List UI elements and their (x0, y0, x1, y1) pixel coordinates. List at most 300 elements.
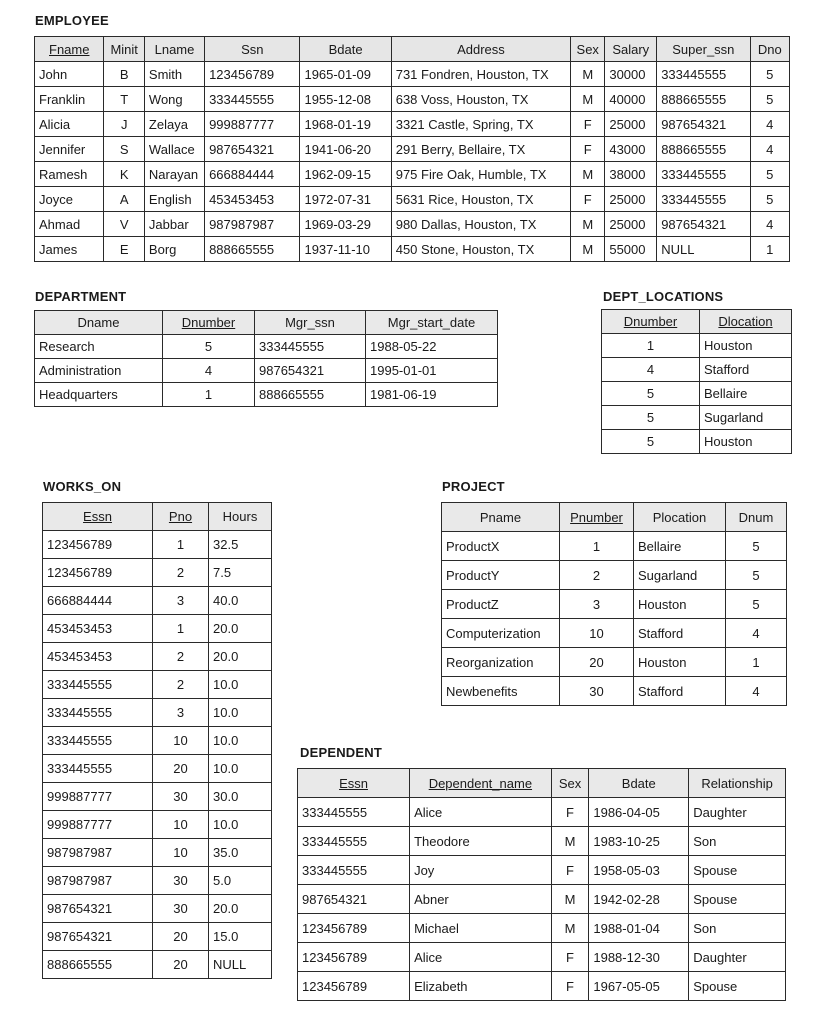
table-cell: 5 (602, 430, 700, 454)
dependent-table (297, 768, 786, 1001)
table-cell: 1941-06-20 (300, 137, 391, 162)
table-cell: ProductZ (442, 590, 560, 619)
table-cell: 333445555 (43, 727, 153, 755)
table-cell: 30 (560, 677, 634, 706)
table-cell: 1972-07-31 (300, 187, 391, 212)
table-cell: 5 (602, 406, 700, 430)
table-cell: 888665555 (255, 383, 366, 407)
table-cell: 1 (163, 383, 255, 407)
column-header: Ssn (205, 37, 300, 62)
table-cell: 4 (750, 137, 789, 162)
table-cell: Sugarland (700, 406, 792, 430)
table-cell: 10 (153, 727, 209, 755)
table-cell: 20.0 (209, 895, 272, 923)
table-cell: Michael (410, 914, 552, 943)
table-cell: 20 (153, 951, 209, 979)
table-cell: NULL (657, 237, 750, 262)
table-row (43, 587, 272, 615)
table-cell: Spouse (689, 885, 786, 914)
department-table (34, 310, 498, 407)
table-cell: 333445555 (43, 671, 153, 699)
table-cell: 1967-05-05 (589, 972, 689, 1001)
header-row (35, 311, 498, 335)
table-cell: 5 (750, 62, 789, 87)
table-cell: 123456789 (205, 62, 300, 87)
table-cell: 5.0 (209, 867, 272, 895)
table-cell: 30.0 (209, 783, 272, 811)
column-header: Dnum (726, 503, 787, 532)
table-cell: 1988-05-22 (366, 335, 498, 359)
table-cell: 2 (153, 643, 209, 671)
table-cell: 1 (726, 648, 787, 677)
table-row (35, 162, 790, 187)
table-cell: Stafford (700, 358, 792, 382)
column-header: Sex (571, 37, 605, 62)
table-row (35, 187, 790, 212)
table-cell: F (551, 798, 589, 827)
table-cell: 25000 (605, 187, 657, 212)
table-row (35, 212, 790, 237)
table-row (43, 951, 272, 979)
table-cell: 333445555 (657, 162, 750, 187)
table-cell: Theodore (410, 827, 552, 856)
table-row (298, 885, 786, 914)
table-cell: Headquarters (35, 383, 163, 407)
table-cell: 333445555 (205, 87, 300, 112)
table-cell: 5 (163, 335, 255, 359)
table-cell: 38000 (605, 162, 657, 187)
table-cell: 1958-05-03 (589, 856, 689, 885)
table-cell: 333445555 (298, 856, 410, 885)
table-cell: S (104, 137, 144, 162)
table-row (442, 561, 787, 590)
table-row (43, 531, 272, 559)
table-row (35, 383, 498, 407)
table-cell: 975 Fire Oak, Humble, TX (391, 162, 570, 187)
table-cell: 10.0 (209, 755, 272, 783)
table-row (43, 699, 272, 727)
table-cell: 5 (750, 162, 789, 187)
table-cell: Abner (410, 885, 552, 914)
table-cell: Stafford (634, 677, 726, 706)
table-row (43, 811, 272, 839)
table-cell: 333445555 (298, 827, 410, 856)
table-cell: A (104, 187, 144, 212)
table-cell: Franklin (35, 87, 104, 112)
table-row (298, 856, 786, 885)
column-header: Dnumber (163, 311, 255, 335)
table-cell: Sugarland (634, 561, 726, 590)
table-cell: ProductY (442, 561, 560, 590)
table-cell: 450 Stone, Houston, TX (391, 237, 570, 262)
project-title: PROJECT (442, 479, 505, 494)
table-cell: Houston (700, 334, 792, 358)
table-cell: 10.0 (209, 671, 272, 699)
table-cell: 4 (750, 112, 789, 137)
header-row (43, 503, 272, 531)
table-cell: Zelaya (144, 112, 204, 137)
table-row (43, 783, 272, 811)
table-cell: 987654321 (43, 895, 153, 923)
column-header: Address (391, 37, 570, 62)
table-cell: 10.0 (209, 811, 272, 839)
column-header: Super_ssn (657, 37, 750, 62)
table-row (43, 559, 272, 587)
column-header: Hours (209, 503, 272, 531)
table-cell: 1937-11-10 (300, 237, 391, 262)
table-cell: NULL (209, 951, 272, 979)
table-cell: 1981-06-19 (366, 383, 498, 407)
table-cell: 30 (153, 783, 209, 811)
table-cell: Borg (144, 237, 204, 262)
table-cell: 333445555 (657, 62, 750, 87)
table-cell: 666884444 (205, 162, 300, 187)
table-row (35, 359, 498, 383)
table-cell: Newbenefits (442, 677, 560, 706)
table-cell: 55000 (605, 237, 657, 262)
table-cell: 666884444 (43, 587, 153, 615)
header-row (35, 37, 790, 62)
table-cell: 5 (726, 561, 787, 590)
table-row (43, 671, 272, 699)
table-cell: 987654321 (255, 359, 366, 383)
table-cell: 25000 (605, 112, 657, 137)
table-cell: 1942-02-28 (589, 885, 689, 914)
table-cell: 638 Voss, Houston, TX (391, 87, 570, 112)
table-cell: 25000 (605, 212, 657, 237)
table-cell: 10 (560, 619, 634, 648)
table-cell: 1986-04-05 (589, 798, 689, 827)
table-cell: 333445555 (255, 335, 366, 359)
table-cell: 980 Dallas, Houston, TX (391, 212, 570, 237)
table-cell: 10 (153, 839, 209, 867)
table-cell: Son (689, 827, 786, 856)
column-header: Dno (750, 37, 789, 62)
table-cell: 1 (153, 615, 209, 643)
table-row (442, 648, 787, 677)
table-cell: 4 (726, 619, 787, 648)
table-cell: Administration (35, 359, 163, 383)
table-cell: 999887777 (43, 783, 153, 811)
table-cell: B (104, 62, 144, 87)
project-table (441, 502, 787, 706)
table-cell: 4 (163, 359, 255, 383)
table-cell: Son (689, 914, 786, 943)
table-cell: Wong (144, 87, 204, 112)
table-cell: Ahmad (35, 212, 104, 237)
table-cell: 5 (750, 187, 789, 212)
table-cell: F (571, 137, 605, 162)
table-row (43, 867, 272, 895)
table-cell: Research (35, 335, 163, 359)
table-cell: 1 (560, 532, 634, 561)
table-cell: ProductX (442, 532, 560, 561)
department-title: DEPARTMENT (35, 289, 127, 304)
table-cell: 1995-01-01 (366, 359, 498, 383)
table-cell: 3 (153, 699, 209, 727)
table-cell: 20 (153, 755, 209, 783)
table-cell: F (551, 943, 589, 972)
table-row (602, 406, 792, 430)
table-row (602, 430, 792, 454)
dependent-title: DEPENDENT (300, 745, 382, 760)
table-cell: 3 (560, 590, 634, 619)
table-cell: 1983-10-25 (589, 827, 689, 856)
table-cell: 888665555 (657, 87, 750, 112)
column-header: Bdate (300, 37, 391, 62)
table-cell: 987987987 (43, 839, 153, 867)
table-cell: 5631 Rice, Houston, TX (391, 187, 570, 212)
table-row (442, 677, 787, 706)
column-header: Pname (442, 503, 560, 532)
table-cell: Elizabeth (410, 972, 552, 1001)
table-cell: Narayan (144, 162, 204, 187)
table-cell: Houston (700, 430, 792, 454)
table-row (35, 137, 790, 162)
table-cell: 453453453 (43, 643, 153, 671)
table-cell: 888665555 (43, 951, 153, 979)
table-cell: 43000 (605, 137, 657, 162)
table-row (298, 827, 786, 856)
table-cell: 987987987 (43, 867, 153, 895)
table-cell: 291 Berry, Bellaire, TX (391, 137, 570, 162)
column-header: Mgr_ssn (255, 311, 366, 335)
table-cell: 20.0 (209, 643, 272, 671)
table-cell: 123456789 (298, 943, 410, 972)
works-on-title: WORKS_ON (43, 479, 122, 494)
table-cell: Smith (144, 62, 204, 87)
table-row (442, 619, 787, 648)
table-cell: 4 (750, 212, 789, 237)
table-cell: 10 (153, 811, 209, 839)
table-row (442, 532, 787, 561)
table-cell: Joy (410, 856, 552, 885)
table-cell: 1 (602, 334, 700, 358)
column-header: Dlocation (700, 310, 792, 334)
table-cell: Bellaire (700, 382, 792, 406)
table-cell: John (35, 62, 104, 87)
table-cell: 4 (602, 358, 700, 382)
table-cell: 123456789 (43, 559, 153, 587)
table-row (298, 914, 786, 943)
table-cell: V (104, 212, 144, 237)
table-cell: 35.0 (209, 839, 272, 867)
table-cell: 123456789 (298, 972, 410, 1001)
table-cell: Reorganization (442, 648, 560, 677)
column-header: Essn (298, 769, 410, 798)
table-cell: Alice (410, 943, 552, 972)
table-cell: 987654321 (657, 212, 750, 237)
dept-locations-title: DEPT_LOCATIONS (603, 289, 724, 304)
table-cell: Houston (634, 590, 726, 619)
employee-table (34, 36, 790, 262)
table-cell: F (571, 187, 605, 212)
table-cell: J (104, 112, 144, 137)
column-header: Lname (144, 37, 204, 62)
table-cell: 123456789 (298, 914, 410, 943)
table-cell: 1 (750, 237, 789, 262)
table-row (602, 334, 792, 358)
table-cell: 1962-09-15 (300, 162, 391, 187)
table-row (298, 943, 786, 972)
table-cell: E (104, 237, 144, 262)
table-cell: 1969-03-29 (300, 212, 391, 237)
column-header: Mgr_start_date (366, 311, 498, 335)
table-cell: 123456789 (43, 531, 153, 559)
table-cell: Joyce (35, 187, 104, 212)
table-cell: M (571, 237, 605, 262)
table-cell: 1988-01-04 (589, 914, 689, 943)
table-cell: 20.0 (209, 615, 272, 643)
table-cell: F (571, 112, 605, 137)
table-row (43, 643, 272, 671)
table-cell: Bellaire (634, 532, 726, 561)
table-cell: 20 (153, 923, 209, 951)
column-header: Pno (153, 503, 209, 531)
column-header: Minit (104, 37, 144, 62)
table-row (35, 112, 790, 137)
table-cell: 5 (602, 382, 700, 406)
table-cell: 5 (726, 532, 787, 561)
table-cell: Jennifer (35, 137, 104, 162)
table-row (35, 237, 790, 262)
table-row (442, 590, 787, 619)
table-cell: Daughter (689, 943, 786, 972)
table-cell: 5 (750, 87, 789, 112)
column-header: Dependent_name (410, 769, 552, 798)
table-row (43, 923, 272, 951)
table-cell: 333445555 (43, 699, 153, 727)
header-row (602, 310, 792, 334)
table-cell: M (551, 914, 589, 943)
table-cell: 888665555 (205, 237, 300, 262)
table-cell: M (551, 885, 589, 914)
table-cell: 2 (560, 561, 634, 590)
employee-title: EMPLOYEE (35, 13, 109, 28)
table-cell: M (571, 162, 605, 187)
table-row (43, 895, 272, 923)
table-cell: Wallace (144, 137, 204, 162)
table-row (43, 755, 272, 783)
table-cell: 10.0 (209, 699, 272, 727)
table-row (298, 972, 786, 1001)
table-row (43, 727, 272, 755)
table-cell: K (104, 162, 144, 187)
column-header: Essn (43, 503, 153, 531)
table-cell: T (104, 87, 144, 112)
table-row (602, 358, 792, 382)
table-row (43, 839, 272, 867)
table-cell: Computerization (442, 619, 560, 648)
table-row (298, 798, 786, 827)
table-cell: 999887777 (43, 811, 153, 839)
table-cell: 1968-01-19 (300, 112, 391, 137)
table-cell: Ramesh (35, 162, 104, 187)
table-cell: 1 (153, 531, 209, 559)
table-cell: 987654321 (205, 137, 300, 162)
column-header: Dnumber (602, 310, 700, 334)
table-cell: 32.5 (209, 531, 272, 559)
column-header: Salary (605, 37, 657, 62)
column-header: Bdate (589, 769, 689, 798)
column-header: Dname (35, 311, 163, 335)
table-cell: 30 (153, 867, 209, 895)
table-cell: 987654321 (298, 885, 410, 914)
header-row (298, 769, 786, 798)
header-row (442, 503, 787, 532)
column-header: Fname (35, 37, 104, 62)
table-row (43, 615, 272, 643)
table-row (35, 335, 498, 359)
table-cell: 987654321 (657, 112, 750, 137)
table-cell: 1988-12-30 (589, 943, 689, 972)
table-cell: 40000 (605, 87, 657, 112)
table-cell: 731 Fondren, Houston, TX (391, 62, 570, 87)
table-cell: 40.0 (209, 587, 272, 615)
dept-locations-table (601, 309, 792, 454)
table-cell: Spouse (689, 856, 786, 885)
table-cell: 15.0 (209, 923, 272, 951)
table-cell: 4 (726, 677, 787, 706)
table-cell: Spouse (689, 972, 786, 1001)
table-cell: 1965-01-09 (300, 62, 391, 87)
table-cell: M (571, 62, 605, 87)
table-cell: 3 (153, 587, 209, 615)
table-cell: Stafford (634, 619, 726, 648)
table-cell: 888665555 (657, 137, 750, 162)
works-on-table (42, 502, 272, 979)
table-cell: 987654321 (43, 923, 153, 951)
table-cell: James (35, 237, 104, 262)
table-cell: 453453453 (205, 187, 300, 212)
table-cell: 2 (153, 559, 209, 587)
table-cell: 30 (153, 895, 209, 923)
table-row (35, 87, 790, 112)
table-cell: 999887777 (205, 112, 300, 137)
table-cell: 333445555 (657, 187, 750, 212)
column-header: Plocation (634, 503, 726, 532)
table-cell: Alicia (35, 112, 104, 137)
column-header: Sex (551, 769, 589, 798)
table-cell: M (571, 87, 605, 112)
column-header: Relationship (689, 769, 786, 798)
table-cell: M (571, 212, 605, 237)
table-cell: 10.0 (209, 727, 272, 755)
table-cell: 987987987 (205, 212, 300, 237)
table-cell: English (144, 187, 204, 212)
table-cell: 20 (560, 648, 634, 677)
table-cell: Daughter (689, 798, 786, 827)
table-cell: 333445555 (43, 755, 153, 783)
column-header: Pnumber (560, 503, 634, 532)
table-cell: F (551, 972, 589, 1001)
table-row (602, 382, 792, 406)
table-cell: 5 (726, 590, 787, 619)
table-cell: Jabbar (144, 212, 204, 237)
table-cell: 2 (153, 671, 209, 699)
table-cell: 7.5 (209, 559, 272, 587)
table-cell: 1955-12-08 (300, 87, 391, 112)
table-cell: Houston (634, 648, 726, 677)
table-cell: F (551, 856, 589, 885)
table-cell: 453453453 (43, 615, 153, 643)
table-cell: M (551, 827, 589, 856)
table-row (35, 62, 790, 87)
table-cell: Alice (410, 798, 552, 827)
table-cell: 333445555 (298, 798, 410, 827)
table-cell: 3321 Castle, Spring, TX (391, 112, 570, 137)
table-cell: 30000 (605, 62, 657, 87)
